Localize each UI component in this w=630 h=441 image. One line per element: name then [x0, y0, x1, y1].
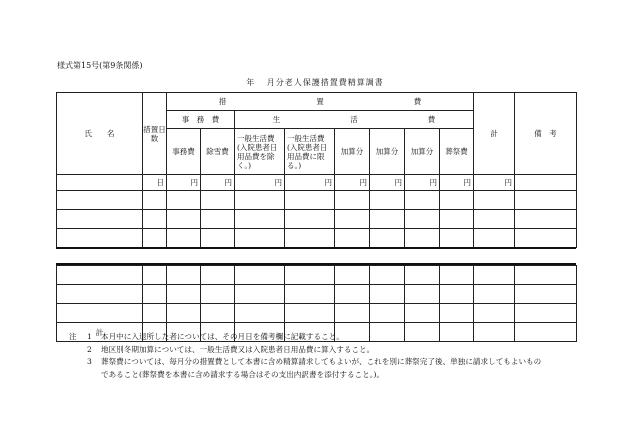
table-row	[57, 304, 577, 323]
entry-cell[interactable]	[235, 229, 285, 248]
table-row	[57, 229, 577, 248]
entry-cell[interactable]	[440, 304, 474, 323]
header-measure-cost: 措 置 費	[167, 93, 474, 111]
entry-cell[interactable]	[405, 266, 440, 285]
entry-cell[interactable]	[143, 191, 167, 210]
break-rule-upper	[56, 247, 576, 249]
note-text: 地区別冬期加算については、一般生活費又は入院患者日用品費に算入すること。	[101, 344, 375, 354]
note-lead-spacer	[69, 344, 87, 357]
entry-cell[interactable]	[370, 266, 405, 285]
unit-yen: 円	[474, 175, 515, 191]
note-item	[69, 344, 541, 357]
entry-cell[interactable]	[143, 285, 167, 304]
entry-cell[interactable]	[474, 210, 515, 229]
entry-cell[interactable]	[167, 191, 201, 210]
entry-cell[interactable]	[405, 229, 440, 248]
note-number: 1	[87, 332, 92, 341]
table-row	[57, 191, 577, 210]
entry-cell[interactable]	[201, 229, 235, 248]
entry-cell[interactable]	[515, 191, 577, 210]
entry-cell[interactable]	[474, 191, 515, 210]
header-admin-group: 事 務 費	[167, 111, 235, 129]
note-number: 3	[87, 357, 92, 367]
unit-yen: 円	[201, 175, 235, 191]
header-addon-2: 加算分	[370, 129, 405, 175]
entry-cell[interactable]	[335, 229, 370, 248]
entry-cell[interactable]	[370, 229, 405, 248]
unit-yen: 円	[370, 175, 405, 191]
table-row	[57, 210, 577, 229]
entry-cell[interactable]	[143, 304, 167, 323]
entry-cell[interactable]	[235, 191, 285, 210]
entry-cell[interactable]	[285, 285, 335, 304]
note-text: であること(葬祭費を本書に含め請求する場合はその支出内訳書を添付すること。)。	[101, 369, 385, 379]
entry-cell[interactable]	[285, 304, 335, 323]
unit-cell	[57, 175, 143, 191]
title-text: 月分老人保護措置費精算調書	[266, 78, 384, 87]
entry-cell[interactable]	[370, 304, 405, 323]
entry-cell[interactable]	[405, 191, 440, 210]
entry-cell[interactable]	[405, 304, 440, 323]
note-number: 2	[87, 344, 92, 354]
table-row	[57, 266, 577, 285]
entry-cell[interactable]	[57, 304, 143, 323]
note-item	[69, 369, 541, 382]
entry-cell[interactable]	[167, 285, 201, 304]
entry-cell[interactable]	[57, 285, 143, 304]
entry-cell[interactable]	[515, 229, 577, 248]
header-addon-1: 加算分	[335, 129, 370, 175]
note-item	[69, 356, 541, 369]
note-number	[87, 369, 101, 382]
unit-cell	[515, 175, 577, 191]
unit-yen: 円	[405, 175, 440, 191]
entry-cell[interactable]	[515, 266, 577, 285]
entry-cell[interactable]	[235, 285, 285, 304]
unit-yen: 円	[440, 175, 474, 191]
entry-cell[interactable]	[143, 210, 167, 229]
header-admin-cost: 事務費	[167, 129, 201, 175]
header-name: 氏 名	[57, 93, 143, 175]
page-title	[0, 77, 630, 88]
unit-yen: 円	[335, 175, 370, 191]
entry-cell[interactable]	[335, 210, 370, 229]
entry-cell[interactable]	[167, 266, 201, 285]
units-row	[57, 175, 577, 191]
entry-cell[interactable]	[474, 266, 515, 285]
total-label: 計	[57, 323, 143, 342]
entry-cell[interactable]	[57, 191, 143, 210]
entry-cell[interactable]	[335, 285, 370, 304]
note-item	[69, 331, 541, 344]
entry-cell[interactable]	[201, 266, 235, 285]
entry-cell[interactable]	[370, 285, 405, 304]
entry-cell[interactable]	[235, 266, 285, 285]
entry-cell[interactable]	[405, 285, 440, 304]
entry-cell[interactable]	[335, 266, 370, 285]
entry-cell[interactable]	[440, 266, 474, 285]
entry-cell[interactable]	[515, 285, 577, 304]
table-row	[57, 285, 577, 304]
header-general-living-1: 一般生活費(入院患者日用品費を除く。)	[235, 129, 285, 175]
entry-cell[interactable]	[515, 210, 577, 229]
entry-cell[interactable]	[201, 285, 235, 304]
header-addon-3: 加算分	[405, 129, 440, 175]
entry-cell[interactable]	[440, 285, 474, 304]
unit-yen: 円	[285, 175, 335, 191]
entry-cell[interactable]	[167, 229, 201, 248]
header-general-living-2: 一般生活費(入院患者日用品費に限る。)	[285, 129, 335, 175]
note-lead: 注	[69, 332, 77, 341]
entry-cell[interactable]	[440, 229, 474, 248]
note-lead-spacer	[69, 356, 87, 369]
entry-cell[interactable]	[57, 266, 143, 285]
entry-cell[interactable]	[515, 304, 577, 323]
entry-cell[interactable]	[167, 304, 201, 323]
entry-cell[interactable]	[143, 266, 167, 285]
entry-cell[interactable]	[335, 304, 370, 323]
title-year: 年	[246, 78, 256, 87]
note-lead-spacer	[69, 369, 87, 382]
entry-cell[interactable]	[370, 210, 405, 229]
note-text: 本月中に入退所した者については、その月日を備考欄に記載すること。	[101, 332, 344, 341]
header-days: 措置日数	[143, 93, 167, 175]
form-id: 様式第15号(第9条関係)	[57, 61, 143, 70]
entry-cell[interactable]	[285, 229, 335, 248]
entry-cell[interactable]	[474, 304, 515, 323]
unit-day: 日	[143, 175, 167, 191]
entry-cell[interactable]	[370, 191, 405, 210]
entry-cell[interactable]	[285, 191, 335, 210]
entry-cell[interactable]	[201, 210, 235, 229]
settlement-table-upper	[56, 92, 577, 248]
header-total: 計	[474, 93, 515, 175]
entry-cell[interactable]	[235, 304, 285, 323]
entry-cell[interactable]	[440, 210, 474, 229]
header-remarks: 備 考	[515, 93, 577, 175]
unit-yen: 円	[235, 175, 285, 191]
entry-cell[interactable]	[201, 304, 235, 323]
entry-cell[interactable]	[285, 266, 335, 285]
unit-yen: 円	[167, 175, 201, 191]
header-living-group: 生 活 費	[235, 111, 474, 129]
entry-cell[interactable]	[57, 210, 143, 229]
entry-cell[interactable]	[201, 191, 235, 210]
entry-cell[interactable]	[440, 191, 474, 210]
note-text: 葬祭費については、毎月分の措置費として本書に含め精算請求してもよいが、これを別に葬祭完了後、単独に請求してもよいもの	[101, 357, 542, 367]
entry-cell[interactable]	[405, 210, 440, 229]
entry-cell[interactable]	[335, 191, 370, 210]
header-funeral: 葬祭費	[440, 129, 474, 175]
entry-cell[interactable]	[235, 210, 285, 229]
entry-cell[interactable]	[474, 229, 515, 248]
notes	[69, 331, 541, 381]
header-snow-cost: 除雪費	[201, 129, 235, 175]
entry-cell[interactable]	[57, 229, 143, 248]
entry-cell[interactable]	[167, 210, 201, 229]
entry-cell[interactable]	[143, 229, 167, 248]
entry-cell[interactable]	[474, 285, 515, 304]
entry-cell[interactable]	[285, 210, 335, 229]
